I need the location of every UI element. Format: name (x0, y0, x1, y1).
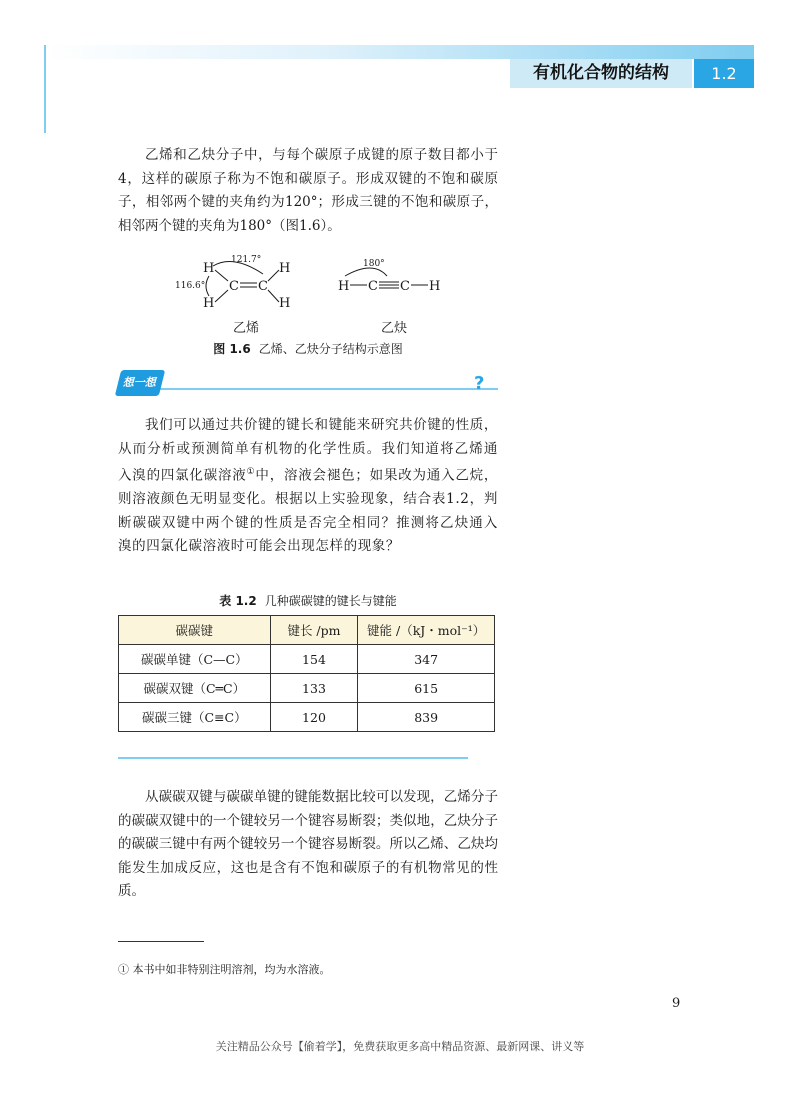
table-row (119, 703, 495, 732)
acetylene-c-right: C (400, 279, 410, 294)
think-header-row (118, 370, 498, 400)
ethylene-label: 乙烯 (233, 321, 260, 336)
figure-caption (118, 340, 498, 357)
table-cell: 碳碳单键（C—C） (119, 645, 271, 674)
table-cell: 133 (270, 674, 358, 703)
footnote-reference: ① (246, 467, 256, 477)
bond-data-table (118, 615, 495, 732)
table-header-row (119, 616, 495, 645)
figure-caption-number: 图 1.6 (213, 342, 251, 356)
table-cell: 120 (270, 703, 358, 732)
acetylene-label: 乙炔 (381, 321, 408, 336)
ethylene-angle-left: 116.6° (175, 281, 206, 291)
think-paragraph-part2: 中，溶液会褪色；如果改为通入乙烷，则溶液颜色无明显变化。根据以上实验现象，结合表1.2，判断碳碳双键中两个键的性质是否完全相同？推测将乙炔通入溴的四氯化碳溶液时可能会出现怎样的现象？ (118, 467, 499, 554)
ethylene-bond-h1 (215, 270, 228, 281)
table-row (119, 645, 495, 674)
ethylene-h-top-right: H (279, 261, 291, 276)
acetylene-h-left: H (338, 279, 350, 294)
table-cell: 347 (358, 645, 495, 674)
ethylene-bond-h2 (215, 290, 228, 302)
molecule-diagram (175, 252, 475, 338)
table-cell: 碳碳三键（C≡C） (119, 703, 271, 732)
ethylene-angle-arc-left (206, 276, 209, 296)
think-rule (158, 388, 498, 390)
table-row (119, 674, 495, 703)
column-header: 键能 /（kJ・mol⁻¹） (358, 616, 495, 645)
acetylene-h-right: H (429, 279, 441, 294)
ethylene-c-right: C (258, 279, 268, 294)
think-paragraph (118, 414, 498, 559)
header-gradient-band (44, 45, 754, 59)
left-margin-rule (44, 45, 46, 133)
ethylene-h-bottom-left: H (203, 296, 215, 311)
acetylene-angle: 180° (363, 259, 385, 269)
table-cell: 615 (358, 674, 495, 703)
column-header: 碳碳键 (119, 616, 271, 645)
chapter-title: 有机化合物的结构 (510, 59, 692, 88)
figure-caption-text: 乙烯、乙炔分子结构示意图 (258, 342, 403, 356)
intro-paragraph: 乙烯和乙炔分子中，与每个碳原子成键的原子数目都小于4，这样的碳原子称为不饱和碳原子。形成双键的不饱和碳原子，相邻两个键的夹角约为120°；形成三键的不饱和碳原子，相邻两个键的夹角为180°（图1.6）。 (118, 147, 498, 234)
table-cell: 碳碳双键（C═C） (119, 674, 271, 703)
table-caption (118, 592, 498, 609)
ethylene-angle-top: 121.7° (231, 255, 262, 265)
ethylene-bond-h4 (268, 290, 279, 302)
think-badge: 想一想 (115, 370, 165, 396)
table-cell: 154 (270, 645, 358, 674)
column-header: 键长 /pm (270, 616, 358, 645)
question-mark-icon: ? (474, 373, 485, 394)
page-number: 9 (672, 996, 681, 1011)
table-caption-text: 几种碳碳键的键长与键能 (264, 594, 397, 608)
table-caption-number: 表 1.2 (219, 594, 257, 608)
conclusion-paragraph: 从碳碳双键与碳碳单键的键能数据比较可以发现，乙烯分子的碳碳双键中的一个键较另一个键容易断裂；类似地，乙炔分子的碳碳三键中有两个键较另一个键容易断裂。所以乙烯、乙炔均能发生加成反应，这也是含有不饱和碳原子的有机物常见的性质。 (118, 789, 498, 899)
think-paragraph-part1: 我们可以通过共价键的键长和键能来研究共价键的性质，从而分析或预测简单有机物的化学性质。我们知道将乙烯通入溴的四氯化碳溶液 (118, 417, 498, 484)
ethylene-c-left: C (229, 279, 239, 294)
chapter-header (510, 59, 754, 88)
ethylene-h-bottom-right: H (279, 296, 291, 311)
acetylene-angle-arc (345, 268, 387, 276)
footnote: ① 本书中如非特别注明溶剂，均为水溶液。 (118, 963, 331, 976)
ethylene-bond-h3 (268, 270, 279, 281)
watermark-text: 关注精品公众号【偷着学】，免费获取更多高中精品资源、最新网课、讲义等 (215, 1040, 585, 1053)
footnote-divider (118, 941, 204, 942)
ethylene-h-top-left: H (203, 261, 215, 276)
section-number: 1.2 (694, 59, 754, 88)
acetylene-c-left: C (368, 279, 378, 294)
think-section-footer-rule (118, 757, 468, 759)
figure-1-6 (175, 252, 475, 338)
table-cell: 839 (358, 703, 495, 732)
